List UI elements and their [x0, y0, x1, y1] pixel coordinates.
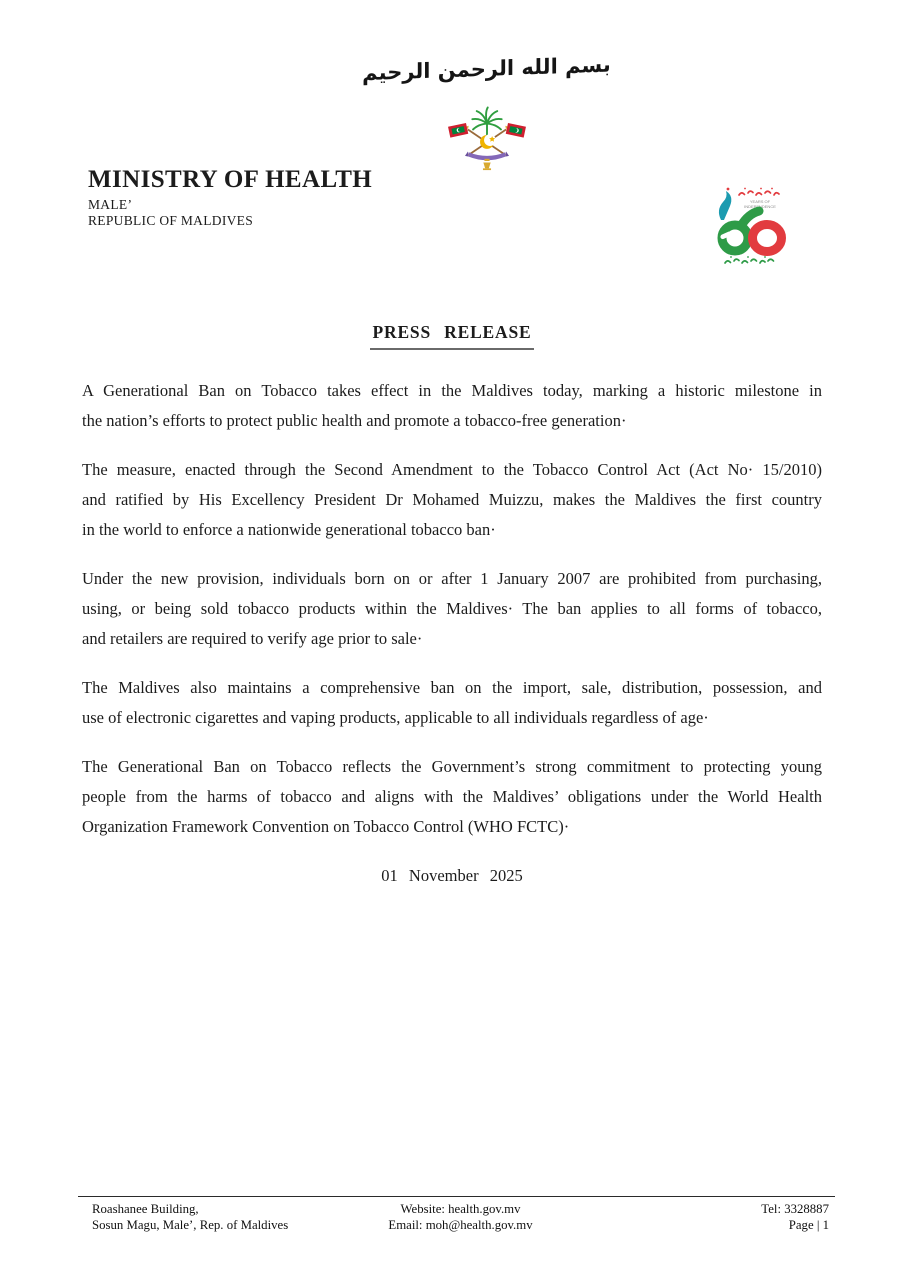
page-title: PRESS RELEASE [370, 322, 535, 350]
paragraph-line: and retailers are required to verify age prior to sale· [82, 629, 423, 648]
page-footer [78, 1196, 835, 1233]
bismillah-calligraphy: بسم الله الرحمن الرحيم [362, 52, 611, 86]
logo-tagline-line2: INDEPENDENCE [744, 204, 776, 209]
logo-tagline-line1: YEARS OF [749, 199, 771, 204]
footer-tel-page [606, 1202, 835, 1233]
paragraph-line: A Generational Ban on Tobacco takes effect in the Maldives today, marking a historic milestone in [82, 381, 822, 400]
footer-telephone: Tel: 3328887 [761, 1202, 829, 1216]
footer-email: Email: moh@health.gov.mv [388, 1217, 533, 1232]
ministry-city: MALE’ [88, 197, 133, 212]
teal-flourish [719, 188, 731, 220]
paragraph-3 [82, 564, 822, 654]
ministry-name: MINISTRY OF HEALTH [88, 166, 373, 193]
paragraph-line: The measure, enacted through the Second Amendment to the Tobacco Control Act (Act No· 15/2010) [82, 460, 822, 479]
paragraph-2 [82, 455, 822, 545]
paragraph-5 [82, 752, 822, 842]
paragraph-line: using, or being sold tobacco products within the Maldives· The ban applies to all forms of tobacco, [82, 599, 822, 618]
maldives-flag-right [506, 123, 526, 138]
footer-page-number: Page | 1 [788, 1217, 829, 1232]
palm-tree [472, 107, 501, 136]
paragraph-line: Organization Framework Convention on Tobacco Control (WHO FCTC)· [82, 817, 570, 836]
national-emblem-icon [443, 104, 531, 174]
paragraph-line: and ratified by His Excellency President Dr Mohamed Muizzu, makes the Maldives the first country [82, 490, 822, 509]
ministry-country: REPUBLIC OF MALDIVES [88, 213, 254, 228]
footer-website: Website: health.gov.mv [400, 1202, 521, 1216]
paragraph-4 [82, 673, 822, 733]
paragraph-line: in the world to enforce a nationwide generational tobacco ban· [82, 520, 496, 539]
paragraph-line: The Generational Ban on Tobacco reflects the Government’s strong commitment to protecting young [82, 757, 822, 776]
digit-zero [753, 225, 782, 252]
document-body [82, 322, 822, 891]
paragraph-line: The Maldives also maintains a comprehensive ban on the import, sale, distribution, possession, and [82, 678, 822, 697]
paragraph-line: people from the harms of tobacco and aligns with the Maldives’ obligations under the World Health [82, 787, 822, 806]
independence-60-logo-icon [699, 180, 801, 270]
paragraph-line: Under the new provision, individuals born on or after 1 January 2007 are prohibited from purchasing, [82, 569, 822, 588]
footer-address [78, 1202, 315, 1233]
letterhead [88, 166, 372, 229]
maldives-flag-left [448, 123, 468, 138]
footer-address-line1: Roashanee Building, [92, 1202, 199, 1216]
release-date: 01 November 2025 [381, 866, 523, 885]
thaana-script-red [739, 188, 779, 195]
title-row [82, 322, 822, 350]
vase-base [483, 159, 491, 170]
thaana-script-green [725, 256, 774, 263]
footer-contact [315, 1202, 605, 1233]
paragraph-line: the nation’s efforts to protect public health and promote a tobacco-free generation· [82, 411, 627, 430]
paragraph-1 [82, 376, 822, 436]
paragraph-line: use of electronic cigarettes and vaping products, applicable to all individuals regardless of age· [82, 708, 709, 727]
footer-address-line2: Sosun Magu, Male’, Rep. of Maldives [92, 1217, 289, 1232]
